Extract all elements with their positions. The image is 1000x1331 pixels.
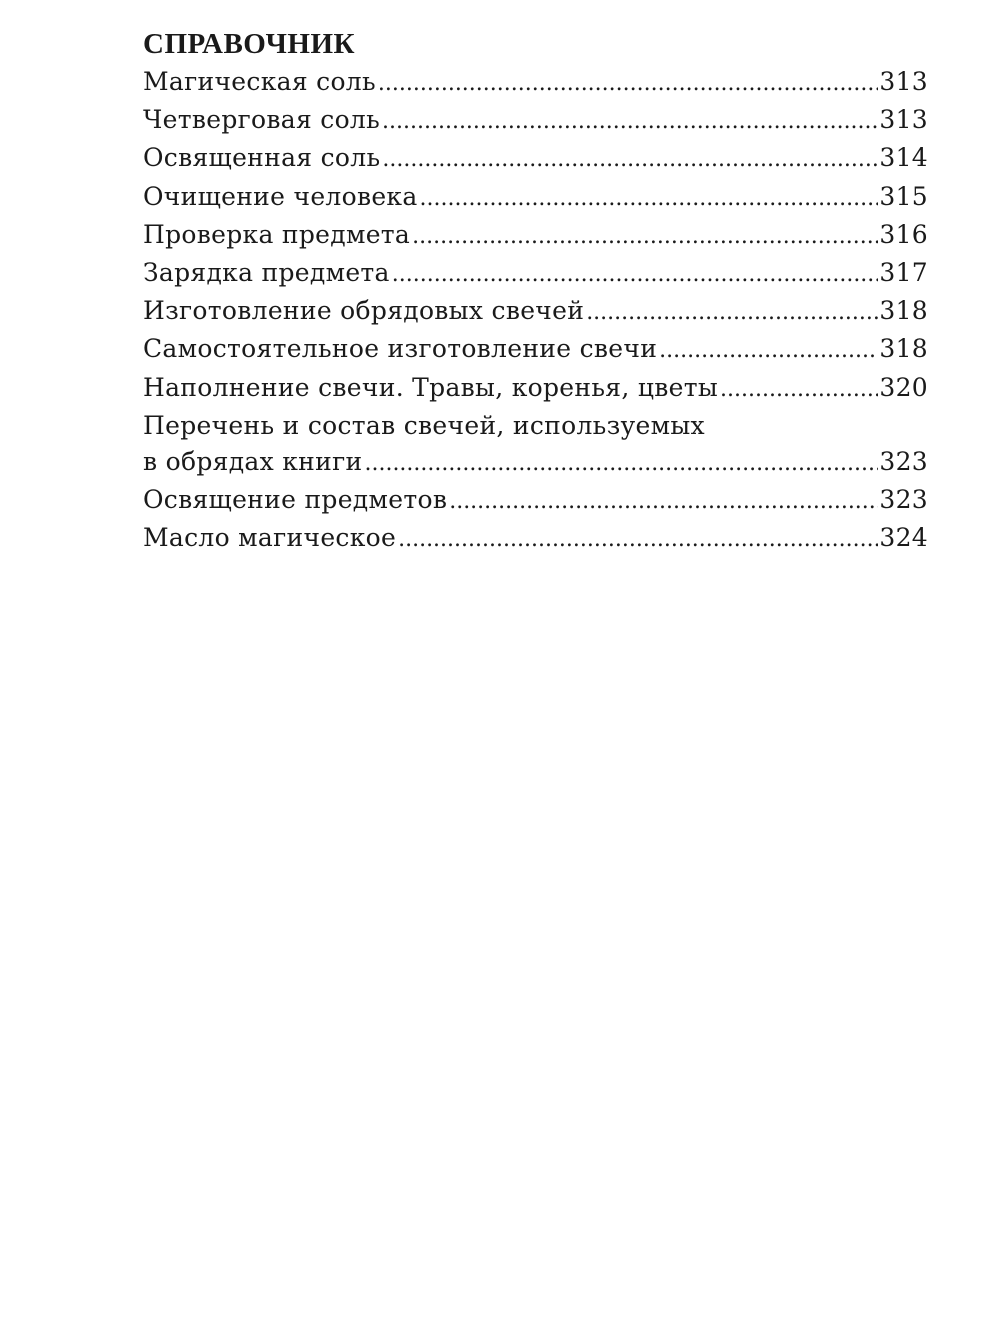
toc-entry-page: 313	[879, 67, 928, 96]
toc-entry-title-line1: Перечень и состав свечей, используемых	[143, 410, 705, 440]
toc-entry-title: Освящение предметов	[143, 485, 448, 515]
toc-entry-title: в обрядах книги	[143, 447, 363, 477]
dot-leader	[659, 333, 878, 369]
toc-entry-title: Четверговая соль	[143, 105, 381, 135]
toc-entry[interactable]	[143, 370, 928, 408]
toc-entry-page: 320	[879, 372, 928, 402]
dot-leader	[382, 104, 878, 140]
toc-entry-page: 314	[879, 143, 928, 173]
toc-entry-title: Изготовление обрядовых свечей	[143, 296, 585, 326]
toc-entry-title: Освященная соль	[143, 143, 381, 173]
toc-entry[interactable]	[143, 140, 928, 178]
dot-leader	[720, 372, 878, 408]
dot-leader	[382, 142, 878, 178]
dot-leader	[392, 257, 879, 293]
toc-entry-page: 316	[879, 219, 928, 249]
dot-leader	[412, 219, 878, 255]
toc-entry-title: Самостоятельное изготовление свечи	[143, 334, 658, 364]
toc-entry[interactable]	[143, 179, 928, 217]
toc-entry[interactable]	[143, 520, 928, 558]
toc-entry-page: 318	[879, 296, 928, 326]
toc-entry-page: 323	[879, 447, 928, 477]
table-of-contents	[143, 24, 928, 559]
dot-leader	[449, 484, 878, 520]
toc-entry[interactable]	[143, 217, 928, 255]
toc-entry[interactable]	[143, 64, 928, 102]
toc-entry-multiline[interactable]	[143, 408, 928, 482]
toc-entry-title: Проверка предмета	[143, 219, 411, 249]
toc-entry-title: Магическая соль	[143, 67, 376, 96]
toc-entry-page: 324	[879, 523, 928, 553]
dot-leader	[420, 181, 879, 217]
toc-entry[interactable]	[143, 102, 928, 140]
toc-entry-page: 318	[879, 334, 928, 364]
dot-leader	[398, 522, 878, 558]
toc-entry-title: Масло магическое	[143, 523, 397, 553]
toc-entry-title: Очищение человека	[143, 181, 418, 211]
toc-entry-page: 323	[879, 485, 928, 515]
toc-entry-title: Зарядка предмета	[143, 258, 390, 288]
toc-list	[143, 64, 928, 559]
toc-entry-page: 317	[879, 258, 928, 288]
section-title: СПРАВОЧНИК	[143, 28, 356, 60]
toc-entry-title: Наполнение свечи. Травы, коренья, цветы	[143, 372, 719, 402]
toc-entry[interactable]	[143, 293, 928, 331]
toc-entry[interactable]	[143, 331, 928, 369]
toc-entry[interactable]	[143, 482, 928, 520]
toc-entry[interactable]	[143, 255, 928, 293]
dot-leader	[378, 66, 878, 102]
dot-leader	[586, 295, 878, 331]
toc-entry-page: 315	[879, 181, 928, 211]
dot-leader	[364, 446, 878, 482]
toc-entry-page: 313	[879, 105, 928, 135]
